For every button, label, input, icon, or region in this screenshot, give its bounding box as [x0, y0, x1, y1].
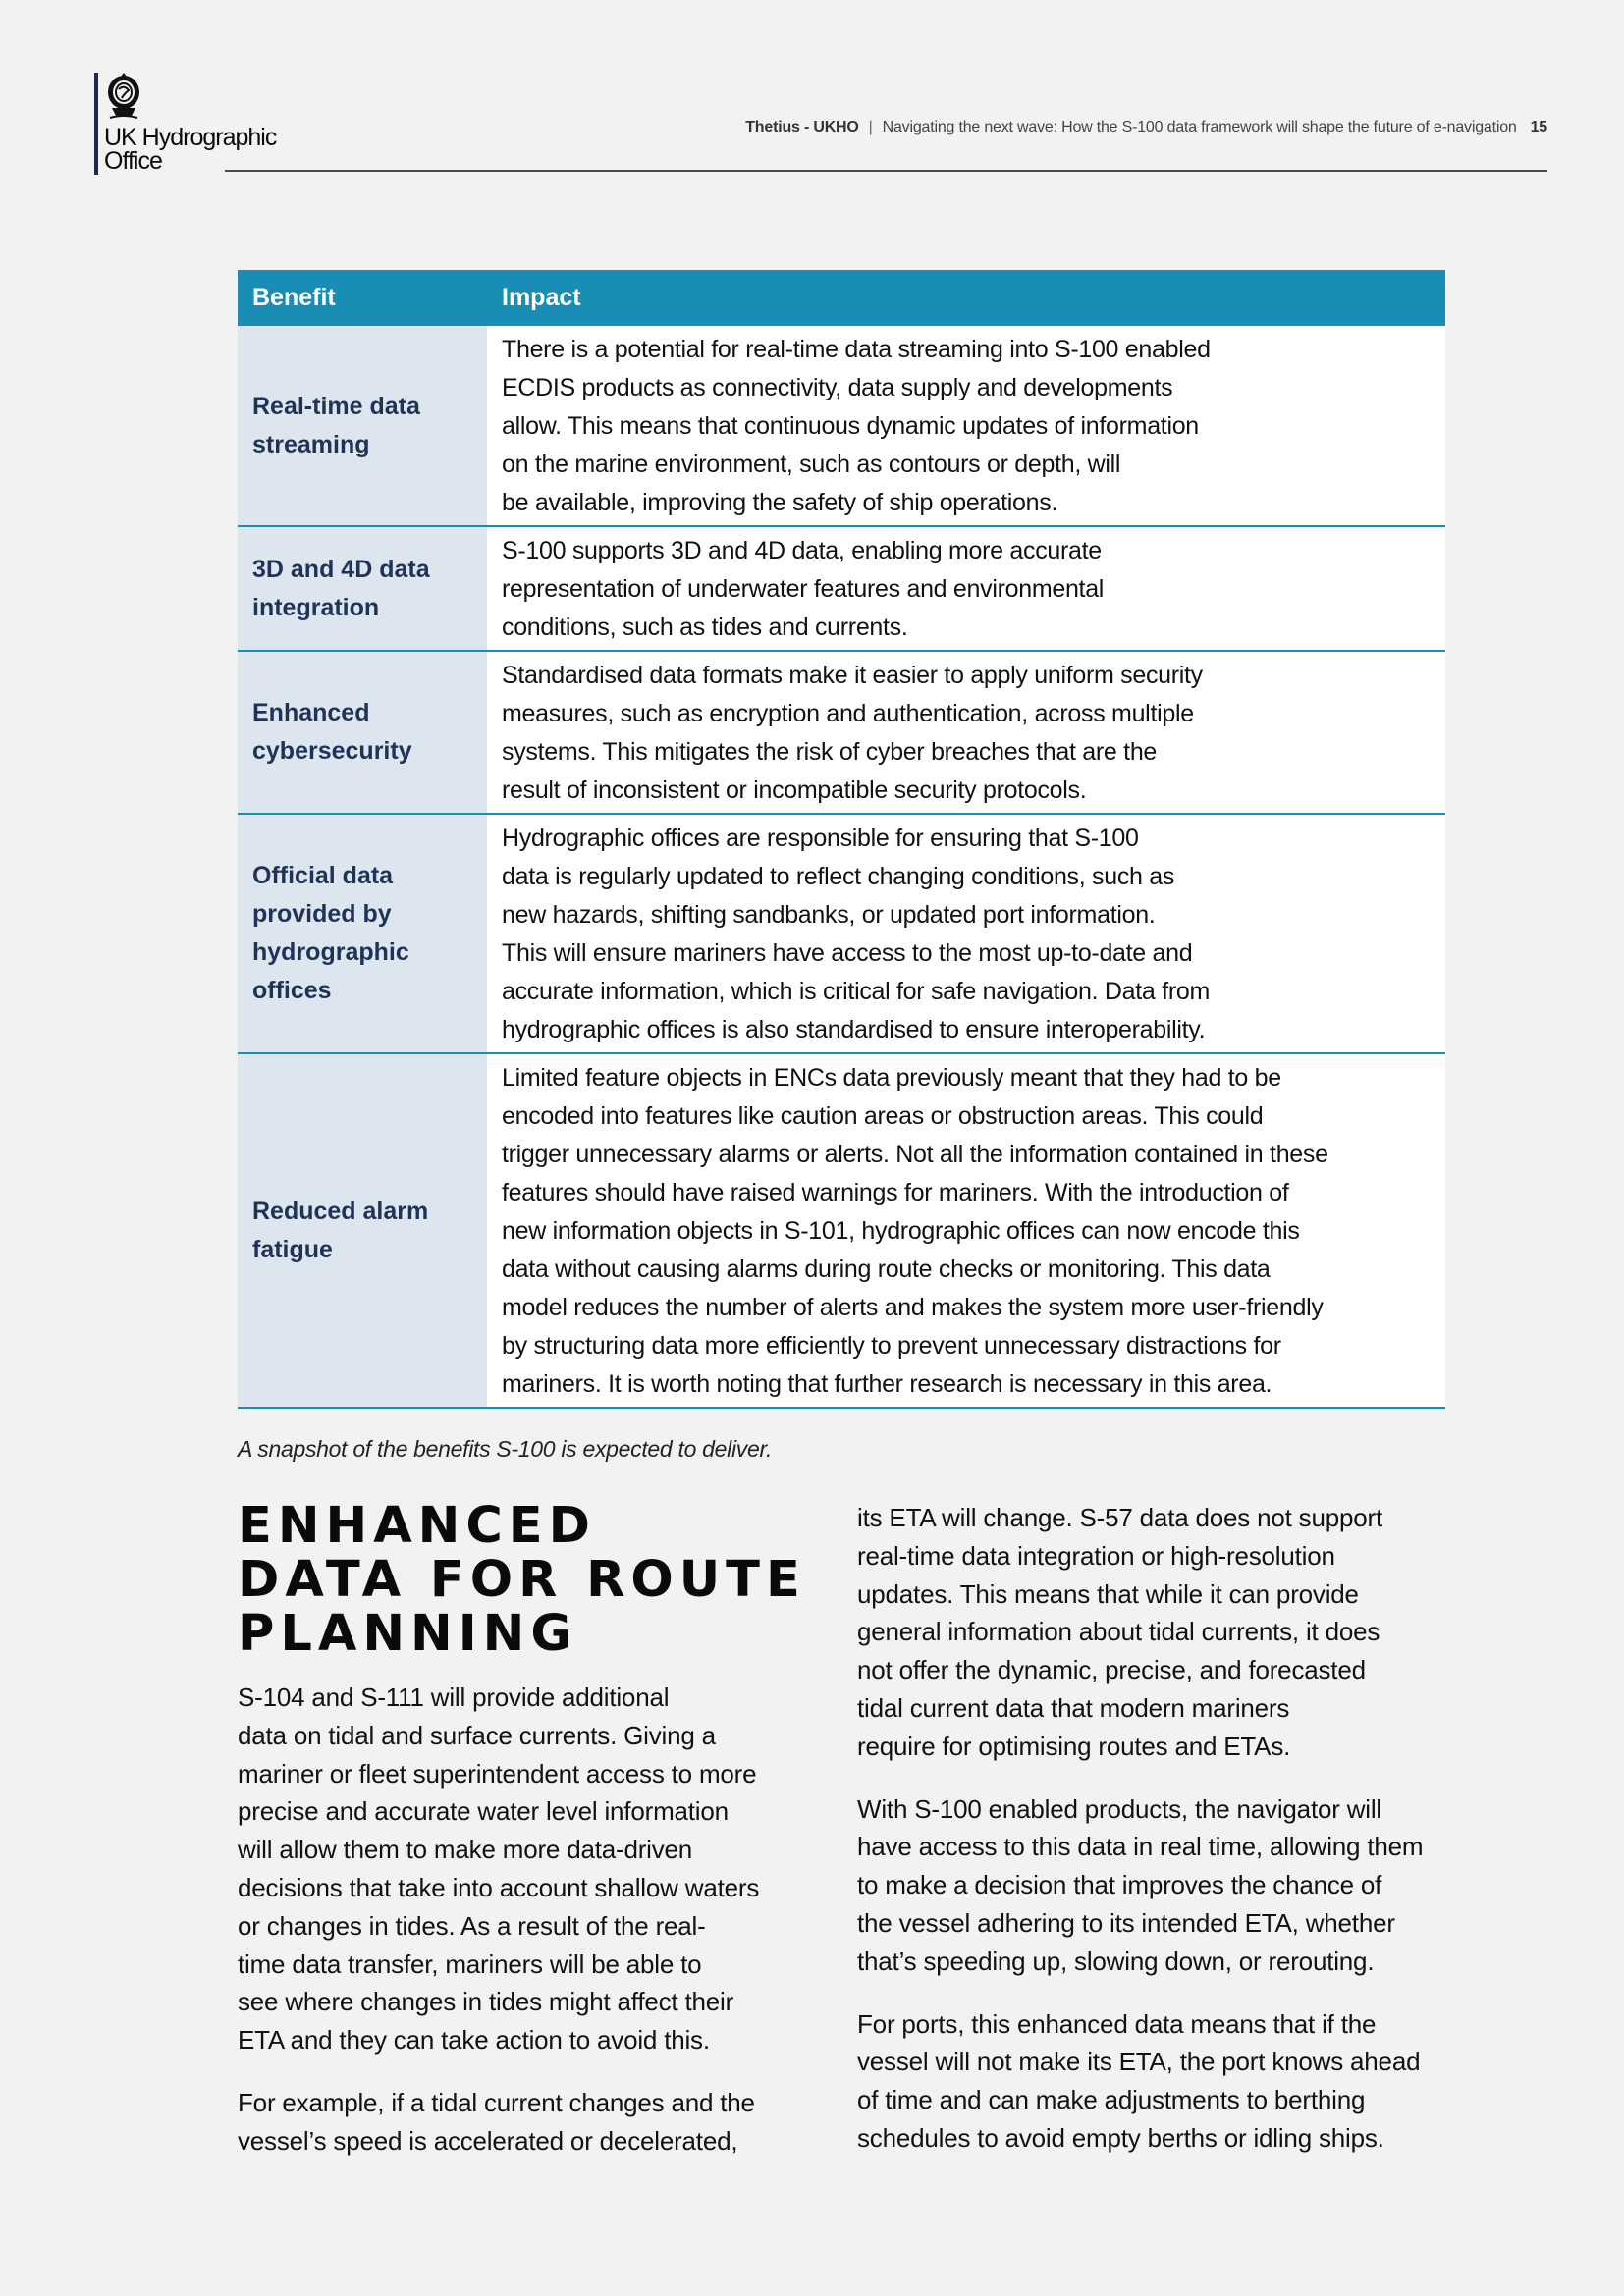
paragraph — [857, 2005, 1423, 2158]
logo-line-1: UK Hydrographic — [104, 124, 277, 151]
paragraph-line: updates. This means that while it can provide — [857, 1578, 1359, 1609]
impact-line: This will ensure mariners have access to the most up-to-date and — [502, 939, 1193, 967]
benefit-line: hydrographic — [252, 938, 409, 966]
benefit-line: Reduced alarm — [252, 1197, 429, 1225]
table-row — [238, 326, 1445, 527]
table-row — [238, 815, 1445, 1054]
paragraph-line: general information about tidal currents, it does — [857, 1617, 1380, 1647]
section-heading — [238, 1499, 806, 1661]
column-header-impact: Impact — [502, 284, 581, 311]
paragraph-line: have access to this data in real time, allowing them — [857, 1832, 1424, 1862]
benefits-table — [238, 270, 1445, 1409]
impact-line: measures, such as encryption and authentication, across multiple — [502, 700, 1194, 727]
paragraph-line: its ETA will change. S-57 data does not support — [857, 1503, 1382, 1532]
paragraph — [238, 2084, 759, 2161]
header-org: Thetius - UKHO — [745, 119, 859, 135]
benefit-line: fatigue — [252, 1235, 333, 1263]
impact-cell — [487, 815, 1445, 1052]
paragraph-line: that’s speeding up, slowing down, or rerouting. — [857, 1946, 1375, 1976]
crest-icon — [104, 71, 143, 126]
benefit-line: offices — [252, 977, 332, 1004]
paragraph-line: mariner or fleet superintendent access to more — [238, 1758, 757, 1789]
benefit-line: Real-time data — [252, 392, 420, 420]
paragraph-line: data on tidal and surface currents. Giving a — [238, 1720, 716, 1750]
impact-line: trigger unnecessary alarms or alerts. Not all the information contained in these — [502, 1141, 1328, 1168]
impact-line: new information objects in S-101, hydrographic offices can now encode this — [502, 1217, 1300, 1245]
table-body — [238, 326, 1445, 1409]
benefit-line: provided by — [252, 900, 392, 928]
paragraph-line: ETA and they can take action to avoid this. — [238, 2025, 710, 2056]
impact-line: data is regularly updated to reflect changing conditions, such as — [502, 863, 1175, 890]
table-caption: A snapshot of the benefits S-100 is expected to deliver. — [238, 1436, 773, 1462]
heading-line: DATA FOR ROUTE — [238, 1551, 806, 1609]
paragraph-line: precise and accurate water level information — [238, 1796, 729, 1827]
paragraph — [857, 1499, 1423, 1766]
impact-line: features should have raised warnings for mariners. With the introduction of — [502, 1179, 1289, 1206]
impact-line: hydrographic offices is also standardised to ensure interoperability. — [502, 1016, 1206, 1043]
impact-line: ECDIS products as connectivity, data supply and developments — [502, 374, 1173, 401]
column-header-benefit: Benefit — [252, 284, 336, 311]
header-separator: | — [868, 119, 873, 135]
table-row — [238, 652, 1445, 815]
impact-line: Standardised data formats make it easier to apply uniform security — [502, 662, 1203, 689]
table-row — [238, 527, 1445, 652]
paragraph-line: of time and can make adjustments to berthing — [857, 2085, 1366, 2115]
impact-line: result of inconsistent or incompatible security protocols. — [502, 776, 1087, 804]
impact-line: S-100 supports 3D and 4D data, enabling more accurate — [502, 537, 1102, 564]
benefit-line: streaming — [252, 430, 370, 458]
heading-line: ENHANCED — [238, 1497, 596, 1555]
benefit-line: Enhanced — [252, 699, 370, 726]
impact-line: encoded into features like caution areas or obstruction areas. This could — [502, 1102, 1264, 1130]
logo-wordmark — [104, 126, 276, 173]
benefit-line: cybersecurity — [252, 737, 412, 765]
logo-accent-bar — [94, 73, 98, 175]
heading-line: PLANNING — [238, 1605, 578, 1663]
benefit-line: Official data — [252, 862, 394, 889]
page-number: 15 — [1530, 119, 1547, 135]
impact-line: accurate information, which is critical for safe navigation. Data from — [502, 978, 1210, 1005]
paragraph-line: schedules to avoid empty berths or idling ships. — [857, 2122, 1384, 2153]
paragraph-line: tidal current data that modern mariners — [857, 1692, 1290, 1723]
paragraph-line: not offer the dynamic, precise, and forecasted — [857, 1655, 1366, 1685]
body-column-left — [238, 1679, 759, 2185]
paragraph-line: to make a decision that improves the chance of — [857, 1870, 1382, 1900]
impact-cell — [487, 527, 1445, 650]
impact-line: Hydrographic offices are responsible for ensuring that S-100 — [502, 825, 1139, 852]
paragraph-line: time data transfer, mariners will be able to — [238, 1949, 702, 1979]
running-header — [745, 119, 1547, 136]
logo-line-2: Office — [104, 147, 162, 175]
impact-line: model reduces the number of alerts and makes the system more user-friendly — [502, 1294, 1324, 1321]
benefit-cell — [238, 326, 487, 525]
benefit-cell — [238, 1054, 487, 1407]
table-row — [238, 1054, 1445, 1409]
paragraph-line: require for optimising routes and ETAs. — [857, 1731, 1291, 1761]
benefit-cell — [238, 815, 487, 1052]
paragraph — [238, 1679, 759, 2059]
paragraph-line: vessel will not make its ETA, the port knows ahead — [857, 2047, 1421, 2077]
paragraph-line: real-time data integration or high-resolution — [857, 1540, 1335, 1571]
benefit-line: integration — [252, 593, 380, 621]
impact-line: Limited feature objects in ENCs data previously meant that they had to be — [502, 1064, 1281, 1092]
impact-line: allow. This means that continuous dynamic updates of information — [502, 412, 1199, 440]
paragraph-line: For example, if a tidal current changes and the — [238, 2087, 755, 2117]
paragraph-line: or changes in tides. As a result of the real- — [238, 1910, 706, 1941]
impact-line: by structuring data more efficiently to prevent unnecessary distractions for — [502, 1332, 1281, 1360]
impact-line: There is a potential for real-time data streaming into S-100 enabled — [502, 336, 1211, 363]
paragraph-line: S-104 and S-111 will provide additional — [238, 1682, 670, 1712]
paragraph-line: decisions that take into account shallow waters — [238, 1872, 760, 1902]
paragraph-line: will allow them to make more data-driven — [238, 1835, 693, 1865]
body-column-right — [857, 1499, 1423, 2182]
impact-line: mariners. It is worth noting that further research is necessary in this area. — [502, 1370, 1272, 1398]
benefit-line: 3D and 4D data — [252, 555, 430, 583]
impact-cell — [487, 326, 1445, 525]
impact-line: new hazards, shifting sandbanks, or updated port information. — [502, 901, 1156, 929]
header-rule — [225, 170, 1547, 172]
paragraph — [857, 1790, 1423, 1981]
paragraph-line: the vessel adhering to its intended ETA, whether — [857, 1907, 1395, 1938]
benefit-cell — [238, 527, 487, 650]
impact-cell — [487, 1054, 1445, 1407]
paragraph-line: For ports, this enhanced data means that if the — [857, 2008, 1377, 2039]
impact-cell — [487, 652, 1445, 813]
impact-line: conditions, such as tides and currents. — [502, 614, 908, 641]
impact-line: be available, improving the safety of ship operations. — [502, 489, 1058, 516]
paragraph-line: With S-100 enabled products, the navigator will — [857, 1793, 1382, 1824]
impact-line: systems. This mitigates the risk of cyber breaches that are the — [502, 738, 1158, 766]
impact-line: representation of underwater features and environmental — [502, 575, 1105, 603]
impact-line: data without causing alarms during route checks or monitoring. This data — [502, 1255, 1271, 1283]
paragraph-line: see where changes in tides might affect their — [238, 1987, 734, 2017]
paragraph-line: vessel’s speed is accelerated or decelerated, — [238, 2125, 738, 2156]
benefit-cell — [238, 652, 487, 813]
table-header — [238, 270, 1445, 326]
impact-line: on the marine environment, such as contours or depth, will — [502, 451, 1121, 478]
header-title: Navigating the next wave: How the S-100 data framework will shape the future of e-navigation — [882, 119, 1517, 135]
